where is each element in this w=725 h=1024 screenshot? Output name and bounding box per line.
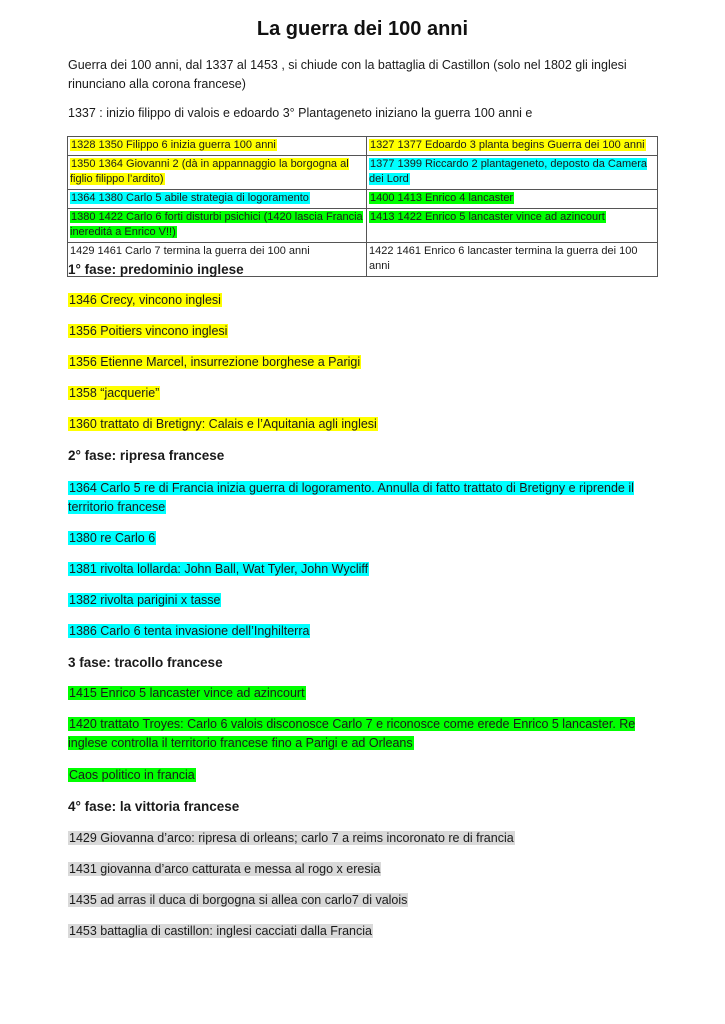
phase4-heading: 4° fase: la vittoria francese xyxy=(68,799,240,814)
cell-text: 1364 1380 Carlo 5 abile strategia di logoramento xyxy=(71,192,309,204)
item-text: 1356 Poitiers vincono inglesi xyxy=(69,324,228,338)
list-item xyxy=(68,415,648,434)
table-cell-english xyxy=(367,156,658,190)
list-item xyxy=(68,291,648,310)
cell-text: 1328 1350 Filippo 6 inizia guerra 100 anni xyxy=(71,139,276,151)
item-text: 1386 Carlo 6 tenta invasione dell’Inghilterra xyxy=(69,624,310,638)
list-item xyxy=(68,684,648,703)
list-item xyxy=(68,591,648,610)
item-text: Caos politico in francia xyxy=(69,768,195,782)
intro-paragraph: Guerra dei 100 anni, dal 1337 al 1453 , si chiude con la battaglia di Castillon (solo nel 1802 gli inglesi rinunciano alla corona francese) xyxy=(68,58,627,91)
item-text: 1364 Carlo 5 re di Francia inizia guerra di logoramento. Annulla di fatto trattato di Bretigny e riprende il territorio francese xyxy=(68,481,634,514)
list-item xyxy=(68,529,648,548)
item-text: 1429 Giovanna d’arco: ripresa di orleans; carlo 7 a reims incoronato re di francia xyxy=(69,831,514,845)
item-text: 1453 battaglia di castillon: inglesi cacciati dalla Francia xyxy=(69,924,372,938)
item-text: 1346 Crecy, vincono inglesi xyxy=(69,293,221,307)
table-cell-french xyxy=(68,137,367,156)
phase2-heading: 2° fase: ripresa francese xyxy=(68,448,225,463)
table-cell-french xyxy=(68,156,367,190)
list-item xyxy=(68,922,648,941)
phase3-heading: 3 fase: tracollo francese xyxy=(68,655,223,670)
item-text: 1420 trattato Troyes: Carlo 6 valois disconosce Carlo 7 e riconosce come erede Enrico 5 lancaster. Re inglese controlla il territorio francese fino a Parigi e ad Orleans xyxy=(68,717,636,750)
table-cell-french xyxy=(68,190,367,209)
kings-table xyxy=(67,136,658,277)
item-text: 1356 Etienne Marcel, insurrezione borghese a Parigi xyxy=(69,355,361,369)
page-title: La guerra dei 100 anni xyxy=(256,18,469,40)
start-paragraph: 1337 : inizio filippo di valois e edoardo 3° Plantageneto iniziano la guerra 100 anni e xyxy=(68,106,533,120)
item-text: 1358 “jacquerie” xyxy=(69,386,160,400)
item-text: 1380 re Carlo 6 xyxy=(69,531,156,545)
item-text: 1381 rivolta lollarda: John Ball, Wat Tyler, John Wycliff xyxy=(69,562,369,576)
cell-text: 1413 1422 Enrico 5 lancaster vince ad azincourt xyxy=(370,211,605,223)
cell-text: 1327 1377 Edoardo 3 planta begins Guerra dei 100 anni xyxy=(370,139,645,151)
item-text: 1435 ad arras il duca di borgogna si allea con carlo7 di valois xyxy=(69,893,408,907)
table-cell-english xyxy=(367,209,658,243)
list-item xyxy=(68,560,648,579)
item-text: 1382 rivolta parigini x tasse xyxy=(69,593,221,607)
cell-text: 1429 1461 Carlo 7 termina la guerra dei 100 anni xyxy=(70,245,310,257)
cell-text: 1377 1399 Riccardo 2 plantageneto, deposto da Camera dei Lord xyxy=(369,158,648,185)
table-row xyxy=(68,137,658,156)
cell-text: 1400 1413 Enrico 4 lancaster xyxy=(370,192,514,204)
list-item xyxy=(68,622,648,641)
table-cell-english xyxy=(367,137,658,156)
cell-text: 1422 1461 Enrico 6 lancaster termina la guerra dei 100 anni xyxy=(369,245,638,272)
table-cell-english xyxy=(367,190,658,209)
list-item xyxy=(68,766,648,785)
table-cell-english xyxy=(367,243,658,277)
phase1-heading: 1° fase: predominio inglese xyxy=(68,262,244,277)
table-row xyxy=(68,190,658,209)
list-item xyxy=(68,384,648,403)
list-item xyxy=(68,715,648,753)
table-row xyxy=(68,156,658,190)
list-item xyxy=(68,479,648,517)
cell-text: 1380 1422 Carlo 6 forti disturbi psichici (1420 lascia Francia inereditá a Enrico V!!) xyxy=(70,211,363,238)
list-item xyxy=(68,353,648,372)
list-item xyxy=(68,829,648,848)
cell-text: 1350 1364 Giovanni 2 (dà in appannaggio la borgogna al figlio filippo l’ardito) xyxy=(70,158,349,185)
list-item xyxy=(68,891,648,910)
item-text: 1431 giovanna d’arco catturata e messa al rogo x eresia xyxy=(69,862,381,876)
list-item xyxy=(68,322,648,341)
list-item xyxy=(68,860,648,879)
table-cell-french xyxy=(68,209,367,243)
table-row xyxy=(68,209,658,243)
item-text: 1415 Enrico 5 lancaster vince ad azincourt xyxy=(69,686,305,700)
item-text: 1360 trattato di Bretigny: Calais e l’Aquitania agli inglesi xyxy=(69,417,377,431)
